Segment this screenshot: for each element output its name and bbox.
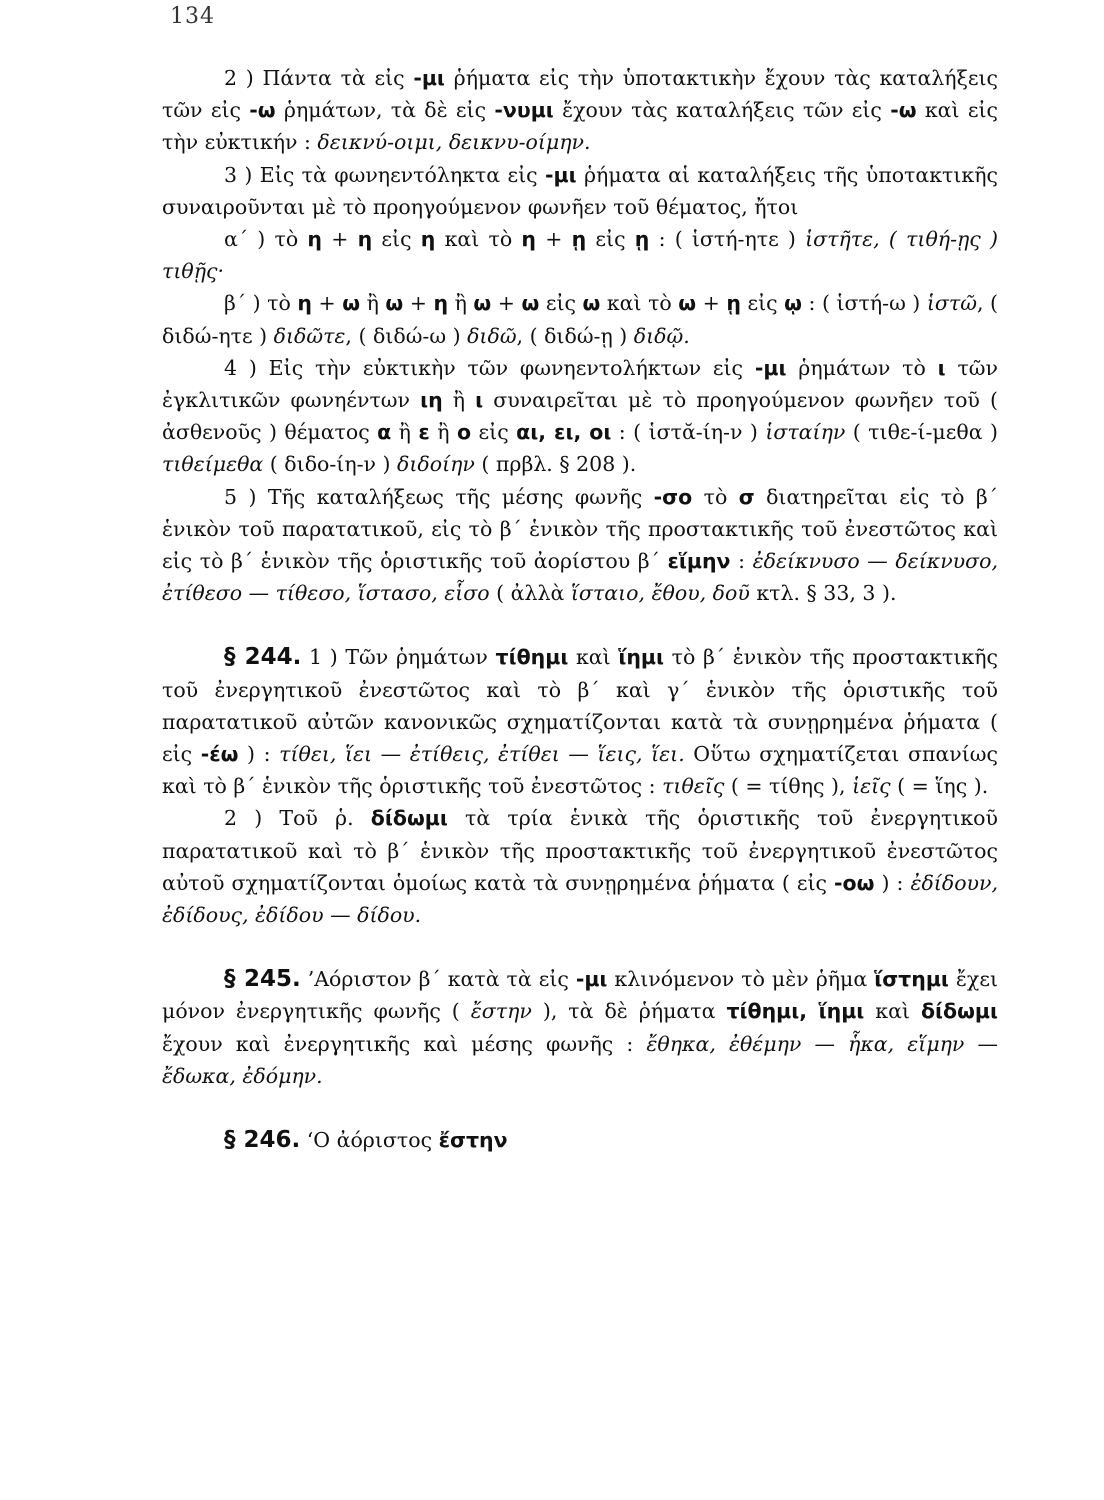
text-run: , ( διδώ-ω ) bbox=[345, 323, 468, 348]
text-run: , ( διδώ-ητε ) bbox=[162, 291, 998, 348]
text-run: τὸ β΄ ἑνικὸν τῆς προστακτικῆς τοῦ ἐνεργητικοῦ ἐνεστῶτος καὶ τὸ β΄ καὶ γ΄ ἑνικὸν τῆς ὁριστικῆς τοῦ παρατατικοῦ αὐτῶν κανονικῶς σχηματίζονται κατὰ τὰ συνῃρημένα ῥήματα ( εἰς bbox=[162, 645, 999, 767]
paragraph-p5 bbox=[162, 481, 998, 610]
bold-term: ω bbox=[678, 291, 697, 316]
paragraph-p2 bbox=[162, 62, 998, 159]
bold-term: η bbox=[521, 227, 536, 252]
italic-example: τιθείμεθα bbox=[162, 452, 264, 477]
text-run: : ( ἱστή-ητε ) bbox=[649, 227, 806, 252]
page-number: 134 bbox=[170, 4, 215, 29]
italic-example: τιθεῖς bbox=[662, 774, 725, 799]
text-run: ), τὰ δὲ ῥήματα bbox=[531, 999, 727, 1024]
text-run: διατηρεῖται εἰς τὸ β΄ ἑνικὸν τοῦ παρατατικοῦ, εἰς τὸ β΄ ἑνικὸν τῆς προστακτικῆς τοῦ ἐνεστῶτος καὶ εἰς τὸ β΄ ἑνικὸν τῆς ὁριστικῆς τοῦ ἀορίστου β΄ bbox=[162, 484, 998, 574]
bold-term: -μι bbox=[413, 66, 445, 90]
italic-example: διδῶ bbox=[467, 323, 517, 348]
text-run: ῥήματα αἱ καταλήξεις τῆς ὑποτακτικῆς συναιροῦνται μὲ τὸ προηγούμενον φωνῆεν τοῦ θέματος, ἤτοι bbox=[162, 162, 998, 219]
text-run: 2 ) Πάντα τὰ εἰς bbox=[224, 66, 414, 90]
text-run: ) : bbox=[238, 742, 280, 767]
bold-term: ιη bbox=[420, 388, 443, 413]
bold-term: αι, ει, οι bbox=[516, 420, 612, 445]
text-run: + bbox=[536, 227, 572, 252]
page-body bbox=[162, 62, 998, 1156]
text-run: καὶ τὸ bbox=[600, 291, 679, 316]
bold-term: ι bbox=[937, 355, 946, 380]
paragraph-s246 bbox=[162, 1124, 998, 1156]
bold-term: εἵμην bbox=[667, 549, 731, 574]
italic-example: διδῶτε bbox=[273, 323, 346, 348]
italic-example: ἐδείκνυσο — δείκνυσο, ἐτίθεσο — τίθεσο, ἵστασο, εἷσο bbox=[162, 549, 998, 606]
bold-term: σ bbox=[738, 484, 755, 509]
italic-example: ἱστῆτε, ( τιθή-ῃς ) τιθῇς· bbox=[162, 227, 998, 284]
italic-example: ἔστην bbox=[470, 999, 532, 1024]
text-run: ( πρβλ. § 208 ). bbox=[474, 452, 637, 477]
text-run: ἔχουν τὰς καταλήξεις τῶν εἰς bbox=[553, 98, 891, 123]
text-run: , ( διδώ-ῃ ) bbox=[516, 323, 634, 348]
text-run: ἢ bbox=[391, 420, 419, 445]
bold-term: η bbox=[357, 227, 373, 252]
bold-term: -μι bbox=[545, 162, 577, 187]
text-run: ’Αόριστον β΄ κατὰ τὰ εἰς bbox=[300, 967, 576, 992]
bold-term: τίθημι, ἵημι bbox=[726, 999, 865, 1024]
bold-term: η bbox=[420, 227, 436, 252]
bold-term: η bbox=[297, 291, 312, 316]
text-run: + bbox=[403, 291, 434, 316]
bold-term: ῃ bbox=[571, 227, 587, 252]
paragraph-s245 bbox=[162, 963, 998, 1092]
bold-term: ἵημι bbox=[618, 645, 664, 670]
paragraph-p3b bbox=[162, 287, 998, 351]
italic-example: ἱεῖς bbox=[852, 774, 891, 799]
bold-term: δίδωμι bbox=[920, 999, 998, 1024]
text-run: + bbox=[491, 291, 522, 316]
paragraph-p3 bbox=[162, 159, 998, 223]
text-run: 5 ) Τῆς καταλήξεως τῆς μέσης φωνῆς bbox=[224, 484, 654, 509]
bold-term: η bbox=[433, 291, 449, 316]
text-run: 3 ) Εἰς τὰ φωνηεντόληκτα εἰς bbox=[224, 162, 546, 187]
bold-term: -οω bbox=[834, 870, 875, 895]
italic-example: διδοίην bbox=[397, 452, 475, 477]
text-run: εἰς bbox=[740, 291, 785, 316]
text-run: β΄ ) τὸ bbox=[224, 291, 298, 316]
text-run: καὶ τὸ bbox=[435, 227, 522, 252]
bold-term: ω bbox=[473, 291, 492, 316]
text-run: + bbox=[311, 291, 343, 316]
bold-term: -ω bbox=[249, 98, 276, 123]
text-run: ἢ bbox=[442, 388, 476, 413]
bold-term: ω bbox=[342, 291, 361, 316]
text-run: 2 ) Τοῦ ῥ. bbox=[224, 806, 371, 831]
italic-example: ἐδίδουν, ἐδίδους, ἐδίδου — δίδου. bbox=[162, 870, 998, 928]
text-run: τῶν ἐγκλιτικῶν φωνηέντων bbox=[162, 355, 998, 413]
bold-term: ε bbox=[418, 420, 430, 445]
text-run: + bbox=[322, 227, 358, 252]
text-run: ( διδο-ίη-ν ) bbox=[263, 452, 398, 477]
text-run: : bbox=[730, 549, 753, 574]
italic-example: ἱσταίην bbox=[765, 420, 846, 445]
italic-example: τίθει, ἵει — ἐτίθεις, ἐτίθει — ἵεις, ἵει. bbox=[279, 742, 685, 767]
text-run: εἰς bbox=[471, 420, 517, 445]
bold-term: ῃ bbox=[726, 291, 741, 316]
bold-term: -μι bbox=[575, 967, 608, 992]
section-heading: § 244. bbox=[224, 644, 302, 671]
text-run: ( = τίθης ), bbox=[724, 774, 853, 799]
text-run: 1 ) Τῶν ῥημάτων bbox=[301, 645, 496, 670]
bold-term: ῳ bbox=[784, 291, 802, 316]
text-run: ῥημάτων, τὰ δὲ εἰς bbox=[275, 98, 495, 123]
text-run: τὸ bbox=[692, 484, 739, 509]
text-run: καὶ bbox=[568, 645, 619, 670]
bold-term: ἵστημι bbox=[874, 967, 949, 992]
bold-term: ῃ bbox=[634, 227, 650, 252]
paragraph-p3a bbox=[162, 223, 998, 287]
text-run: ( = ἵης ). bbox=[890, 774, 989, 799]
text-run: : ( ἱστή-ω ) bbox=[802, 291, 927, 316]
text-run: ( ἀλλὰ bbox=[489, 581, 571, 606]
text-run: εἰς bbox=[539, 291, 583, 316]
bold-term: δίδωμι bbox=[370, 806, 448, 831]
bold-term: η bbox=[307, 227, 323, 252]
bold-term: ω bbox=[385, 291, 404, 316]
text-run: ῥημάτων τὸ bbox=[786, 355, 938, 380]
text-run: ῥήματα εἰς τὴν ὑποτακτικὴν ἔχουν τὰς καταλήξεις τῶν εἰς bbox=[162, 66, 998, 123]
bold-term: ω bbox=[582, 291, 601, 316]
text-run: : ( ἱστᾰ-ίη-ν ) bbox=[611, 420, 766, 445]
text-run: 4 ) Εἰς τὴν εὐκτικὴν τῶν φωνηεντολήκτων εἰς bbox=[224, 355, 755, 380]
text-run: ἢ bbox=[429, 420, 458, 445]
text-run: α΄ ) τὸ bbox=[224, 227, 308, 252]
paragraph-p4 bbox=[162, 352, 998, 481]
bold-term: ο bbox=[457, 420, 472, 445]
text-run: κλινόμενον τὸ μὲν ῥῆμα bbox=[607, 967, 875, 992]
text-run: εἰς bbox=[372, 227, 421, 252]
bold-term: -μι bbox=[754, 355, 787, 380]
section-heading: § 245. bbox=[224, 966, 301, 993]
italic-example: διδῷ. bbox=[633, 323, 690, 348]
text-run: ἢ bbox=[360, 291, 386, 316]
italic-example: ἱστῶ bbox=[926, 291, 977, 316]
text-run: ἢ bbox=[448, 291, 474, 316]
bold-term: ἔστην bbox=[438, 1128, 508, 1153]
text-run: Οὕτω σχηματίζεται σπανίως καὶ τὸ β΄ ἑνικὸν τῆς ὁριστικῆς τοῦ ἐνεστῶτος : bbox=[162, 742, 998, 799]
italic-example: δεικνύ-οιμι, δεικνυ-οίμην. bbox=[317, 130, 591, 155]
section-heading: § 246. bbox=[224, 1127, 301, 1154]
text-run: ‘Ο ἀόριστος bbox=[300, 1128, 439, 1153]
text-run: κτλ. § 33, 3 ). bbox=[749, 581, 897, 606]
bold-term: ι bbox=[475, 388, 484, 413]
bold-term: -έω bbox=[200, 742, 239, 767]
paragraph-s244b bbox=[162, 802, 998, 931]
text-run: + bbox=[696, 291, 727, 316]
italic-example: ἵσταιο, ἔθου, δοῦ bbox=[570, 581, 750, 606]
text-run: ) : bbox=[874, 870, 911, 895]
text-run: καὶ bbox=[864, 999, 921, 1024]
text-run: ( τιθε-ί-μεθα ) bbox=[845, 420, 998, 445]
bold-term: -νυμι bbox=[494, 98, 554, 123]
text-run: συναιρεῖται μὲ τὸ προηγούμενον φωνῆεν τοῦ ( ἀσθενοῦς ) θέματος bbox=[162, 388, 998, 445]
bold-term: α bbox=[377, 420, 392, 445]
text-run: ἔχει μόνον ἐνεργητικῆς φωνῆς ( bbox=[162, 967, 998, 1024]
text-run: εἰς bbox=[586, 227, 635, 252]
text-run: καὶ εἰς τὴν εὐκτικήν : bbox=[162, 98, 998, 155]
bold-term: τίθημι bbox=[495, 645, 569, 670]
paragraph-s244 bbox=[162, 641, 998, 802]
text-run: τὰ τρία ἑνικὰ τῆς ὁριστικῆς τοῦ ἐνεργητικοῦ παρατατικοῦ καὶ τὸ β΄ ἑνικὸν τῆς προστακτικῆς τοῦ ἐνεργητικοῦ ἐνεστῶτος αὐτοῦ σχηματίζονται ὁμοίως κατὰ τὰ συνῃρημένα ῥήματα ( εἰς bbox=[162, 806, 998, 895]
text-run: ἔχουν καὶ ἐνεργητικῆς καὶ μέσης φωνῆς : bbox=[162, 1031, 647, 1056]
bold-term: -ω bbox=[890, 98, 917, 123]
bold-term: ω bbox=[521, 291, 540, 316]
italic-example: ἔθηκα, ἐθέμην — ἧκα, εἵμην — ἔδωκα, ἐδόμην. bbox=[162, 1031, 998, 1088]
bold-term: -σο bbox=[653, 484, 693, 509]
